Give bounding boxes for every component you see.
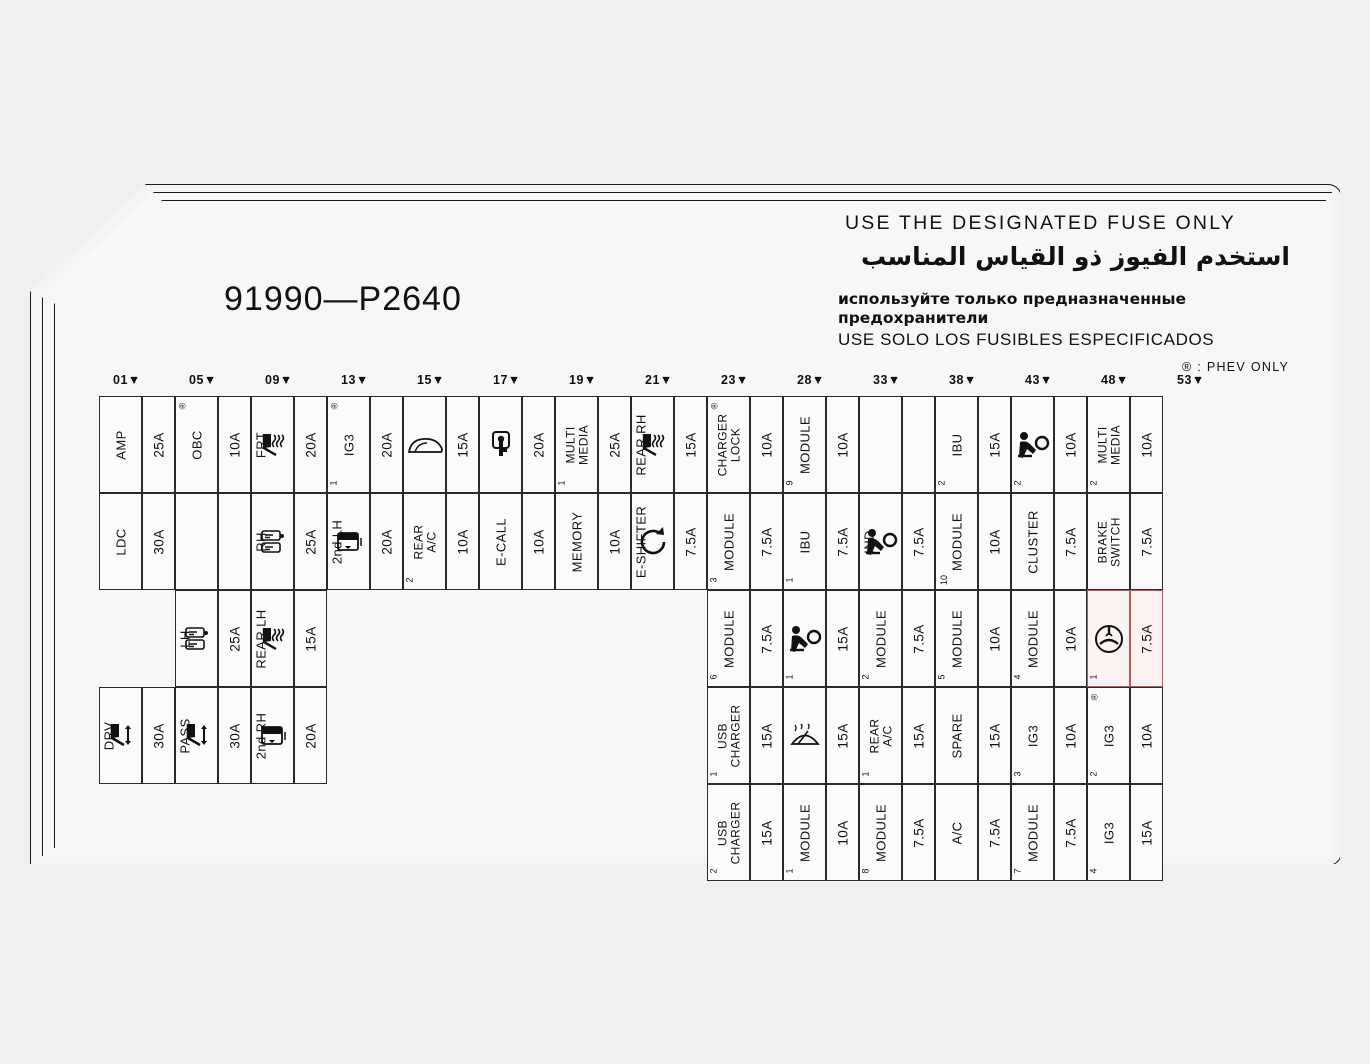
fuse-circuit-number: 10 xyxy=(939,574,950,586)
fuse-slot-3[interactable] xyxy=(175,396,218,493)
key-icon xyxy=(490,429,512,461)
fuse-label: REAR LH xyxy=(253,608,269,669)
fuse-amp-label: 15A xyxy=(455,431,470,458)
phev-marker-icon: ® xyxy=(709,402,720,410)
fuse-slot-17[interactable] xyxy=(555,396,598,493)
fuse-amp-35 xyxy=(902,784,935,881)
fuse-amp-0 xyxy=(142,396,175,493)
fuse-label: LDC xyxy=(113,527,128,556)
fuse-amp-12 xyxy=(370,493,403,590)
fuse-slot-27[interactable] xyxy=(783,493,826,590)
fuse-slot-37[interactable] xyxy=(935,493,978,590)
column-index-8: 23▼ xyxy=(721,373,749,387)
fuse-amp-48 xyxy=(1130,590,1163,687)
fuse-slot-29[interactable] xyxy=(783,687,826,784)
fuse-amp-31 xyxy=(902,396,935,493)
fuse-label: MODULE xyxy=(797,415,812,474)
fuse-amp-label: 7.5A xyxy=(835,526,850,557)
fuse-label: PASS xyxy=(177,717,193,754)
fuse-amp-label: 7.5A xyxy=(987,817,1002,848)
fuse-label: MODULE xyxy=(721,512,736,571)
fuse-slot-32[interactable] xyxy=(859,493,902,590)
column-index-10: 33▼ xyxy=(873,373,901,387)
column-index-6: 19▼ xyxy=(569,373,597,387)
fuse-slot-41[interactable] xyxy=(1011,396,1054,493)
wiper-icon xyxy=(788,723,822,749)
fuse-amp-2 xyxy=(142,687,175,784)
fuse-slot-8[interactable] xyxy=(251,493,294,590)
fuse-label: REAR A/C xyxy=(410,524,438,559)
fuse-circuit-number: 7 xyxy=(1012,868,1023,874)
fuse-amp-36 xyxy=(978,396,1011,493)
fuse-amp-8 xyxy=(294,493,327,590)
column-index-9: 28▼ xyxy=(797,373,825,387)
fuse-amp-33 xyxy=(902,590,935,687)
fuse-amp-label: 25A xyxy=(607,431,622,458)
fuse-amp-32 xyxy=(902,493,935,590)
fuse-amp-10 xyxy=(294,687,327,784)
column-index-11: 38▼ xyxy=(949,373,977,387)
fuse-slot-33[interactable] xyxy=(859,590,902,687)
fuse-circuit-number: 2 xyxy=(1088,480,1099,486)
fuse-amp-label: 10A xyxy=(759,431,774,458)
fuse-slot-6[interactable] xyxy=(175,687,218,784)
fuse-slot-10[interactable] xyxy=(251,687,294,784)
fuse-amp-label: 10A xyxy=(1139,431,1154,458)
fuse-circuit-number: 1 xyxy=(784,868,795,874)
fuse-amp-15 xyxy=(522,396,555,493)
fuse-label: MODULE xyxy=(873,609,888,668)
column-index-7: 21▼ xyxy=(645,373,673,387)
fuse-circuit-number: 1 xyxy=(784,674,795,680)
fuse-slot-30[interactable] xyxy=(783,784,826,881)
fuse-amp-37 xyxy=(978,493,1011,590)
fuse-circuit-number: 8 xyxy=(860,868,871,874)
fuse-slot-45[interactable] xyxy=(1011,784,1054,881)
phev-marker-icon: ® xyxy=(177,402,188,410)
fuse-slot-23[interactable] xyxy=(707,590,750,687)
fuse-amp-label: 30A xyxy=(151,528,166,555)
fuse-circuit-number: 2 xyxy=(1012,480,1023,486)
fuse-circuit-number: 2 xyxy=(708,868,719,874)
fuse-amp-label: 7.5A xyxy=(1063,526,1078,557)
fuse-label: SPARE xyxy=(949,712,964,759)
fuse-circuit-number: 3 xyxy=(708,577,719,583)
fuse-amp-label: 7.5A xyxy=(911,623,926,654)
column-index-0: 01▼ xyxy=(113,373,141,387)
column-index-5: 17▼ xyxy=(493,373,521,387)
fuse-amp-label: 15A xyxy=(759,819,774,846)
fuse-amp-label: 20A xyxy=(379,431,394,458)
fuse-slot-22[interactable] xyxy=(707,493,750,590)
fuse-amp-label: 30A xyxy=(151,722,166,749)
fuse-amp-41 xyxy=(1054,396,1087,493)
fuse-amp-label: 15A xyxy=(759,722,774,749)
fuse-amp-24 xyxy=(750,687,783,784)
fuse-circuit-number: 1 xyxy=(784,577,795,583)
fuse-amp-label: 10A xyxy=(1063,722,1078,749)
fuse-slot-13[interactable] xyxy=(403,396,446,493)
fuse-amp-label: 7.5A xyxy=(1139,623,1154,654)
fuse-slot-38[interactable] xyxy=(935,590,978,687)
fuse-amp-label: 20A xyxy=(303,722,318,749)
fuse-label: MEMORY xyxy=(569,511,584,572)
fuse-slot-25[interactable] xyxy=(707,784,750,881)
fuse-amp-7 xyxy=(294,396,327,493)
phev-marker-icon: ® xyxy=(329,402,340,410)
fuse-label: AMP xyxy=(113,429,128,460)
fuse-amp-20 xyxy=(674,493,707,590)
fuse-label: IBU xyxy=(949,433,964,456)
fuse-label: IG3 xyxy=(1101,724,1116,747)
fuse-amp-label: 25A xyxy=(227,625,242,652)
column-index-1: 05▼ xyxy=(189,373,217,387)
fuse-amp-label: 15A xyxy=(835,625,850,652)
fuse-circuit-number: 1 xyxy=(708,771,719,777)
fuse-slot-14[interactable] xyxy=(403,493,446,590)
fuse-label: MODULE xyxy=(949,512,964,571)
fuse-amp-11 xyxy=(370,396,403,493)
header-english: USE THE DESIGNATED FUSE ONLY xyxy=(845,212,1236,234)
fuse-amp-49 xyxy=(1130,687,1163,784)
fuse-amp-label: 10A xyxy=(1063,431,1078,458)
fuse-amp-30 xyxy=(826,784,859,881)
fuse-amp-44 xyxy=(1054,687,1087,784)
fuse-circuit-number: 1 xyxy=(556,480,567,486)
fuse-amp-label: 25A xyxy=(151,431,166,458)
fuse-slot-47[interactable] xyxy=(1087,493,1130,590)
fuse-amp-23 xyxy=(750,590,783,687)
header-spanish: USE SOLO LOS FUSIBLES ESPECIFICADOS xyxy=(838,330,1215,349)
fuse-circuit-number: 3 xyxy=(1012,771,1023,777)
fuse-circuit-number: 2 xyxy=(936,480,947,486)
fuse-circuit-number: 1 xyxy=(328,480,339,486)
header-arabic: استخدم الفيوز ذو القياس المناسب xyxy=(861,242,1290,271)
fuse-circuit-number: 4 xyxy=(1088,868,1099,874)
fuse-circuit-number: 1 xyxy=(860,771,871,777)
fuse-amp-21 xyxy=(750,396,783,493)
fuse-slot-28[interactable] xyxy=(783,590,826,687)
fuse-label: 2nd RH xyxy=(253,712,269,759)
fuse-slot-0[interactable] xyxy=(99,396,142,493)
fuse-label: IBU xyxy=(797,530,812,553)
fuse-slot-39[interactable] xyxy=(935,687,978,784)
fuse-amp-6 xyxy=(218,687,251,784)
fuse-slot-15[interactable] xyxy=(479,396,522,493)
fuse-amp-1 xyxy=(142,493,175,590)
fuse-label: MODULE xyxy=(873,803,888,862)
fuse-label: IG3 xyxy=(1025,724,1040,747)
fuse-amp-label: 10A xyxy=(531,528,546,555)
fuse-amp-label: 10A xyxy=(987,528,1002,555)
fuse-amp-17 xyxy=(598,396,631,493)
part-number: 91990—P2640 xyxy=(224,280,462,318)
fuse-slot-44[interactable] xyxy=(1011,687,1054,784)
header-russian: используйте только предназначенные предохранители xyxy=(838,290,1187,328)
fuse-label: OBC xyxy=(189,429,204,460)
fuse-amp-39 xyxy=(978,687,1011,784)
fuse-label: CLUSTER xyxy=(1025,509,1040,574)
fuse-amp-label: 10A xyxy=(835,819,850,846)
fuse-label: MODULE xyxy=(721,609,736,668)
fuse-amp-22 xyxy=(750,493,783,590)
fuse-label: MODULE xyxy=(1025,609,1040,668)
fuse-label: FRT xyxy=(253,431,269,458)
fuse-amp-label: 10A xyxy=(1063,625,1078,652)
fuse-amp-47 xyxy=(1130,493,1163,590)
column-index-12: 43▼ xyxy=(1025,373,1053,387)
fuse-amp-19 xyxy=(674,396,707,493)
fuse-slot-24[interactable] xyxy=(707,687,750,784)
fuse-circuit-number: 2 xyxy=(1088,771,1099,777)
fuse-label: IG3 xyxy=(1101,821,1116,844)
fuse-amp-label: 15A xyxy=(303,625,318,652)
fuse-circuit-number: 2 xyxy=(860,674,871,680)
fuse-label: E-CALL xyxy=(493,517,508,566)
fuse-amp-label: 15A xyxy=(835,722,850,749)
fuse-amp-5 xyxy=(218,590,251,687)
fuse-label: DRV xyxy=(101,721,117,750)
fuse-slot-46[interactable] xyxy=(1087,396,1130,493)
fuse-amp-18 xyxy=(598,493,631,590)
fuse-amp-label: 20A xyxy=(531,431,546,458)
fuse-amp-label: 10A xyxy=(607,528,622,555)
fuse-slot-9[interactable] xyxy=(251,590,294,687)
fuse-slot-40[interactable] xyxy=(935,784,978,881)
fuse-slot-20[interactable] xyxy=(631,493,674,590)
fuse-slot-4[interactable] xyxy=(175,493,218,590)
fuse-slot-31[interactable] xyxy=(859,396,902,493)
airbag-icon xyxy=(787,624,823,654)
fuse-slot-43[interactable] xyxy=(1011,590,1054,687)
fuse-slot-42[interactable] xyxy=(1011,493,1054,590)
fuse-label: REAR A/C xyxy=(866,718,894,753)
fuse-label: A/C xyxy=(949,821,964,844)
fuse-amp-label: 10A xyxy=(835,431,850,458)
fuse-amp-50 xyxy=(1130,784,1163,881)
fuse-label: MULTI MEDIA xyxy=(562,424,590,465)
fuse-amp-43 xyxy=(1054,590,1087,687)
fuse-circuit-number: 5 xyxy=(936,674,947,680)
fuse-amp-label: 7.5A xyxy=(759,623,774,654)
fuse-label: IND xyxy=(861,529,877,554)
fuse-amp-14 xyxy=(446,493,479,590)
fuse-amp-label: 30A xyxy=(227,722,242,749)
fuse-amp-label: 10A xyxy=(987,625,1002,652)
fuse-amp-27 xyxy=(826,493,859,590)
fuse-slot-18[interactable] xyxy=(555,493,598,590)
fuse-amp-40 xyxy=(978,784,1011,881)
column-index-3: 13▼ xyxy=(341,373,369,387)
fuse-amp-label: 15A xyxy=(1139,819,1154,846)
fuse-label: USB CHARGER xyxy=(714,801,742,864)
fuse-amp-label: 20A xyxy=(379,528,394,555)
fuse-label: BRAKE SWITCH xyxy=(1094,516,1122,567)
fuse-amp-label: 15A xyxy=(683,431,698,458)
fuse-circuit-number: 6 xyxy=(708,674,719,680)
fuse-amp-13 xyxy=(446,396,479,493)
column-index-2: 09▼ xyxy=(265,373,293,387)
fuse-slot-50[interactable] xyxy=(1087,784,1130,881)
fuse-label: MODULE xyxy=(949,609,964,668)
fuse-slot-21[interactable] xyxy=(707,396,750,493)
fuse-slot-1[interactable] xyxy=(99,493,142,590)
fuse-amp-label: 25A xyxy=(303,528,318,555)
fuse-label: 2nd LH xyxy=(329,519,345,564)
fuse-amp-42 xyxy=(1054,493,1087,590)
fuse-amp-29 xyxy=(826,687,859,784)
airbag-icon xyxy=(1015,430,1051,460)
fuse-amp-label: 7.5A xyxy=(911,817,926,848)
fuse-label: E-SHIFTER xyxy=(633,505,649,578)
column-index-14: 53▼ xyxy=(1177,373,1205,387)
phev-marker-icon: ® xyxy=(1089,693,1100,701)
fuse-slot-34[interactable] xyxy=(859,687,902,784)
fuse-slot-7[interactable] xyxy=(251,396,294,493)
fuse-label: REAR RH xyxy=(633,413,649,476)
horn-icon xyxy=(1092,622,1126,656)
fuse-circuit-number: 4 xyxy=(1012,674,1023,680)
fuse-amp-label: 15A xyxy=(987,431,1002,458)
fuse-slot-5[interactable] xyxy=(175,590,218,687)
fuse-amp-label: 7.5A xyxy=(1063,817,1078,848)
fuse-label: MODULE xyxy=(797,803,812,862)
fuse-label: MODULE xyxy=(1025,803,1040,862)
fuse-amp-label: 10A xyxy=(455,528,470,555)
fuse-slot-2[interactable] xyxy=(99,687,142,784)
fuse-amp-label: 10A xyxy=(227,431,242,458)
fuse-amp-label: 7.5A xyxy=(683,526,698,557)
fuse-amp-4 xyxy=(218,493,251,590)
fuse-label: CHARGER LOCK xyxy=(714,413,742,476)
fuse-amp-46 xyxy=(1130,396,1163,493)
fuse-slot-36[interactable] xyxy=(935,396,978,493)
fuse-slot-11[interactable] xyxy=(327,396,370,493)
fuse-amp-38 xyxy=(978,590,1011,687)
fuse-slot-16[interactable] xyxy=(479,493,522,590)
fuse-label: USB CHARGER xyxy=(714,704,742,767)
fuse-amp-3 xyxy=(218,396,251,493)
fuse-circuit-number: 9 xyxy=(784,480,795,486)
fuse-slot-49[interactable] xyxy=(1087,687,1130,784)
fuse-amp-34 xyxy=(902,687,935,784)
fuse-amp-label: 15A xyxy=(911,722,926,749)
fuse-amp-label: 7.5A xyxy=(911,526,926,557)
fuse-slot-35[interactable] xyxy=(859,784,902,881)
fuse-slot-12[interactable] xyxy=(327,493,370,590)
fuse-amp-45 xyxy=(1054,784,1087,881)
fuse-amp-26 xyxy=(826,396,859,493)
fuse-amp-16 xyxy=(522,493,555,590)
fuse-amp-9 xyxy=(294,590,327,687)
column-index-13: 48▼ xyxy=(1101,373,1129,387)
fuse-circuit-number: 2 xyxy=(404,577,415,583)
fuse-slot-26[interactable] xyxy=(783,396,826,493)
fuse-label: LH xyxy=(177,629,193,648)
fuse-label: MULTI MEDIA xyxy=(1094,424,1122,465)
fuse-slot-19[interactable] xyxy=(631,396,674,493)
fuse-slot-48[interactable] xyxy=(1087,590,1130,687)
fuse-label: IG3 xyxy=(341,433,356,456)
hood-icon xyxy=(405,432,445,458)
fuse-amp-label: 7.5A xyxy=(1139,526,1154,557)
column-index-4: 15▼ xyxy=(417,373,445,387)
fuse-label: RH xyxy=(253,531,269,552)
fuse-circuit-number: 1 xyxy=(1088,674,1099,680)
fuse-amp-label: 7.5A xyxy=(759,526,774,557)
fuse-amp-label: 20A xyxy=(303,431,318,458)
fuse-amp-label: 10A xyxy=(1139,722,1154,749)
fuse-amp-label: 15A xyxy=(987,722,1002,749)
fuse-amp-28 xyxy=(826,590,859,687)
phev-only-note: ® : PHEV ONLY xyxy=(1182,360,1290,374)
fuse-amp-25 xyxy=(750,784,783,881)
